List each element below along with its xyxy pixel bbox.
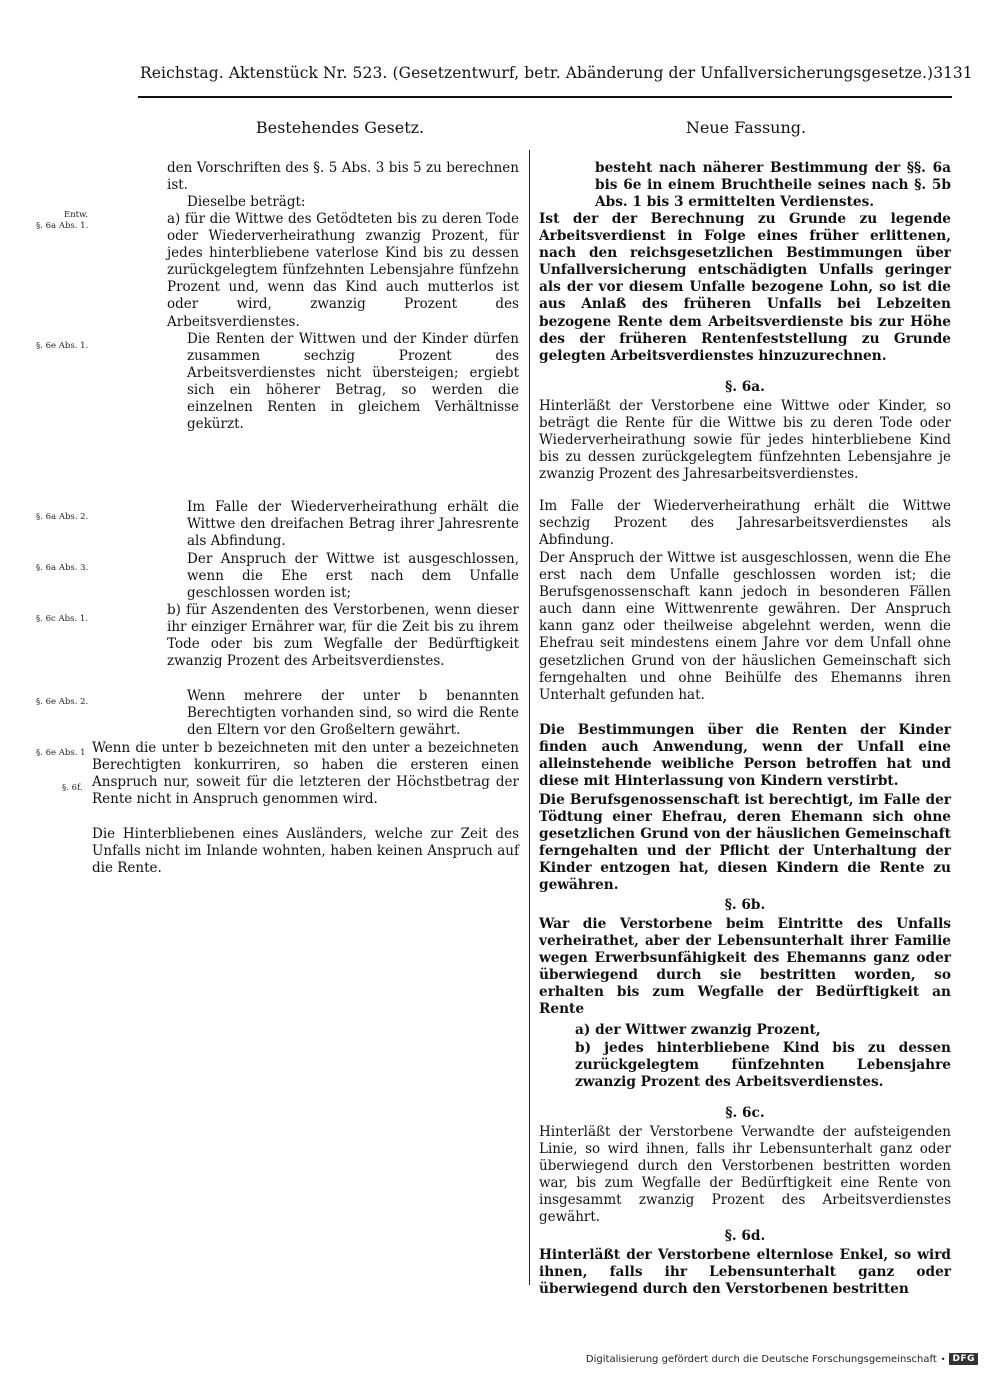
paragraph: Hinterläßt der Verstorbene Verwandte der aufsteigenden Linie, so wird ihnen, falls ihr Lebensunterhalt ganz oder überwiegend durch den Verstorbenen bestritten worden war, bis zum Wegfalle der Bedürftigkeit eine Rente von insgesammt zwanzig Prozent des Arbeitsverdienstes gewährt. bbox=[539, 1124, 951, 1226]
left-column-title: Bestehendes Gesetz. bbox=[255, 118, 425, 137]
margin-note: Entw. bbox=[64, 210, 89, 220]
right-column-title: Neue Fassung. bbox=[685, 118, 807, 137]
footer-text: Digitalisierung gefördert durch die Deutsche Forschungsgemeinschaft bbox=[585, 1353, 937, 1365]
page-header bbox=[140, 64, 973, 82]
paragraph: Wenn die unter b bezeichneten mit den unter a bezeichneten Berechtigten konkurriren, so haben die ersteren einen Anspruch nur, soweit für die letzteren der Höchstbetrag der Rente nicht in Anspruch genommen wird. bbox=[92, 740, 519, 808]
paragraph: Im Falle der Wiederverheirathung erhält die Wittwe sechzig Prozent des Jahresarbeitsverdienstes als Abfindung. bbox=[539, 498, 951, 549]
list-item: b) jedes hinterbliebene Kind bis zu dessen zurückgelegtem fünfzehnten Lebensjahre zwanzig Prozent des Arbeitsverdienstes. bbox=[575, 1040, 951, 1091]
paragraph: besteht nach näherer Bestimmung der §§. 6a bis 6e in einem Bruchtheile seines nach §. 5b Abs. 1 bis 3 ermittelten Verdienstes. bbox=[595, 160, 951, 211]
paragraph: Wenn mehrere der unter b benannten Berechtigten vorhanden sind, so wird die Rente den Eltern vor den Großeltern gewährt. bbox=[187, 688, 519, 739]
list-item: a) der Wittwer zwanzig Prozent, bbox=[575, 1022, 821, 1038]
margin-note: §. 6e Abs. 1. bbox=[36, 341, 89, 351]
paragraph: Die Renten der Wittwen und der Kinder dürfen zusammen sechzig Prozent des Arbeitsverdienstes nicht übersteigen; ergiebt sich ein höherer Betrag, so werden die einzelnen Renten in gleichem Verhältnisse gekürzt. bbox=[187, 331, 519, 433]
paragraph: Im Falle der Wiederverheirathung erhält die Wittwe den dreifachen Betrag ihrer Jahresrente als Abfindung. bbox=[187, 499, 519, 550]
paragraph: den Vorschriften des §. 5 Abs. 3 bis 5 zu berechnen ist. bbox=[167, 160, 519, 194]
paragraph: a) für die Wittwe des Getödteten bis zu deren Tode oder Wiederverheirathung zwanzig Prozent, für jedes hinterbliebene vaterlose Kind bis zu dessen zurückgelegtem fünfzehnten Lebensjahre fünfzehn Prozent und, wenn das Kind auch mutterlos ist oder wird, zwanzig Prozent des Arbeitsverdienstes. bbox=[167, 211, 519, 330]
paragraph: Dieselbe beträgt: bbox=[187, 194, 306, 210]
page-number: 3131 bbox=[933, 64, 973, 82]
paragraph: Ist der der Berechnung zu Grunde zu legende Arbeitsverdienst in Folge eines früher erlittenen, nach den reichsgesetzlichen Bestimmungen über Unfallversicherung entschädigten Unfalls geringer als der vor diesem Unfalle bezogene Lohn, so ist die aus Anlaß des früheren Unfalls bei Lebzeiten bezogene Rente dem Arbeitsverdienste bis zur Höhe des der früheren Rentenfeststellung zu Grunde gelegten Arbeitsverdienstes hinzuzurechnen. bbox=[539, 211, 951, 364]
margin-note: §. 6f. bbox=[62, 783, 83, 793]
paragraph: Die Bestimmungen über die Renten der Kinder finden auch Anwendung, wenn der Unfall eine alleinstehende weibliche Person betroffen hat und diese mit Hinterlassung von Kindern verstirbt. bbox=[539, 722, 951, 790]
margin-note: §. 6a Abs. 2. bbox=[36, 512, 89, 522]
footer: Digitalisierung gefördert durch die Deutsche Forschungsgemeinschaft • DFG bbox=[586, 1353, 978, 1365]
header-rule bbox=[138, 96, 952, 98]
section-heading: §. 6a. bbox=[725, 379, 765, 395]
dfg-logo-icon: DFG bbox=[949, 1353, 978, 1365]
paragraph: Die Berufsgenossenschaft ist berechtigt, im Falle der Tödtung einer Ehefrau, deren Ehemann sich ohne gesetzlichen Grund von der häuslichen Gemeinschaft ferngehalten und der Pflicht der Unterhaltung der Kinder entzogen hat, diesen Kindern die Rente zu gewähren. bbox=[539, 792, 951, 894]
section-heading: §. 6c. bbox=[725, 1105, 765, 1121]
paragraph: Hinterläßt der Verstorbene elternlose Enkel, so wird ihnen, falls ihr Lebensunterhalt ganz oder überwiegend durch den Verstorbenen bestritten bbox=[539, 1247, 951, 1298]
paragraph: Der Anspruch der Wittwe ist ausgeschlossen, wenn die Ehe erst nach dem Unfalle geschlossen worden ist; die Berufsgenossenschaft kann jedoch in besonderen Fällen auch dann eine Wittwenrente gewähren. Der Anspruch kann ganz oder theilweise abgelehnt werden, wenn die Ehefrau seit mindestens einem Jahre vor dem Unfall ohne gesetzlichen Grund von der häuslichen Gemeinschaft sich ferngehalten und ohne Beihülfe des Ehemanns ihren Unterhalt gefunden hat. bbox=[539, 550, 951, 703]
margin-note: §. 6a Abs. 3. bbox=[36, 563, 89, 573]
margin-note: §. 6e Abs. 2. bbox=[36, 697, 89, 707]
section-heading: §. 6b. bbox=[724, 897, 766, 913]
column-divider bbox=[529, 150, 530, 1285]
margin-note: §. 6a Abs. 1. bbox=[36, 221, 89, 231]
header-title: Reichstag. Aktenstück Nr. 523. (Gesetzentwurf, betr. Abänderung der Unfallversicherungsgesetze.) bbox=[140, 64, 934, 82]
paragraph: Die Hinterbliebenen eines Ausländers, welche zur Zeit des Unfalls nicht im Inlande wohnten, haben keinen Anspruch auf die Rente. bbox=[92, 826, 519, 877]
section-heading: §. 6d. bbox=[724, 1228, 766, 1244]
margin-note: §. 6e Abs. 1 bbox=[36, 748, 86, 758]
paragraph: Hinterläßt der Verstorbene eine Wittwe oder Kinder, so beträgt die Rente für die Wittwe bis zu deren Tode oder Wiederverheirathung sowie für jedes hinterbliebene Kind bis zu dessen zurückgelegtem fünfzehnten Lebensjahre je zwanzig Prozent des Jahresarbeitsverdienstes. bbox=[539, 398, 951, 483]
paragraph: War die Verstorbene beim Eintritte des Unfalls verheirathet, aber der Lebensunterhalt ihrer Familie wegen Erwerbsunfähigkeit des Ehemanns ganz oder überwiegend durch sie bestritten worden, so erhalten bis zum Wegfalle der Bedürftigkeit an Rente bbox=[539, 916, 951, 1018]
paragraph: b) für Aszendenten des Verstorbenen, wenn dieser ihr einziger Ernährer war, für die Zeit bis zu ihrem Tode oder bis zum Wegfalle der Bedürftigkeit zwanzig Prozent des Arbeitsverdienstes. bbox=[167, 602, 519, 670]
margin-note: §. 6c Abs. 1. bbox=[36, 614, 88, 624]
paragraph: Der Anspruch der Wittwe ist ausgeschlossen, wenn die Ehe erst nach dem Unfalle geschlossen worden ist; bbox=[187, 551, 519, 602]
